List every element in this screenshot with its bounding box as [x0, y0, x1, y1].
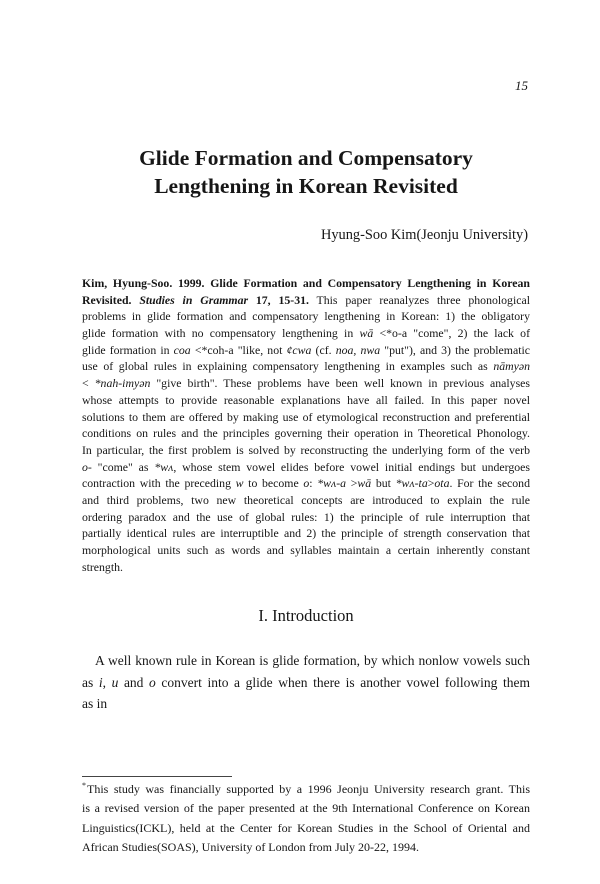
abstract-text: problems in glide formation and compensatory lengthening in Korean: 1) the obligatory	[82, 309, 530, 324]
abstract-line	[82, 475, 530, 492]
abstract-line	[82, 325, 530, 342]
citation-text: 17, 15-31.	[248, 292, 309, 307]
body-line	[82, 650, 530, 672]
section-heading: I. Introduction	[258, 606, 354, 625]
abstract-text: <*o-a "come", 2) the lack of	[373, 326, 530, 341]
journal-name: Studies in Grammar	[139, 292, 249, 307]
abstract-line	[82, 492, 530, 509]
abstract-line	[82, 292, 530, 309]
abstract-text: conditions on rules and the principles governing their operation in Theoretical Phonology.	[82, 426, 530, 441]
abstract-text: <	[82, 376, 95, 391]
abstract-line	[82, 425, 530, 442]
abstract-italic-term: coa	[173, 342, 191, 357]
abstract-text: glide formation in	[82, 342, 174, 357]
footnote	[82, 780, 530, 857]
abstract-line	[82, 542, 530, 559]
footnote-text: is a revised version of the paper presented at the 9th International Conference on Korean	[82, 801, 530, 816]
abstract-italic-term: wā	[357, 476, 372, 491]
abstract-line	[82, 509, 530, 526]
body-italic-term: o	[149, 674, 156, 690]
abstract-text: strength.	[82, 559, 123, 574]
abstract-line	[82, 409, 530, 426]
footnote-text: This study was financially supported by a 1996 Jeonju University research grant. This	[87, 782, 530, 796]
abstract-text: solutions to them are offered by making use of etymological reconstruction and preferential	[82, 409, 530, 424]
abstract-italic-term: w	[235, 476, 244, 491]
abstract-italic-term: *nah-imyən	[94, 376, 151, 391]
abstract-text: In particular, the first problem is solved by reconstructing the underlying form of the verb	[82, 442, 530, 457]
author-affiliation: Hyung-Soo Kim(Jeonju University)	[320, 227, 528, 243]
abstract-italic-term: *wʌ-ta	[395, 476, 428, 491]
abstract-line	[82, 392, 530, 409]
footnote-divider	[82, 776, 232, 777]
abstract-text: <*coh-a "like, not	[190, 342, 287, 357]
abstract-text: This paper reanalyzes three phonological	[308, 292, 530, 307]
abstract-text: :	[309, 476, 318, 491]
abstract-text: morphological units such as words and syllables maintain a certain inherently constant	[82, 543, 530, 557]
footnote-line	[82, 819, 530, 838]
abstract-italic-term: ¢cwa	[286, 342, 312, 357]
body-text: A well known rule in Korean is glide formation, by which nonlow vowels such	[95, 653, 530, 668]
abstract-line	[82, 358, 530, 375]
citation-text: Revisited.	[82, 292, 140, 307]
abstract-text: use of global rules in explaining compensatory lengthening in examples such as	[82, 359, 494, 374]
abstract-italic-term: *wʌ-a	[317, 476, 347, 491]
abstract-text: >	[346, 476, 358, 491]
abstract-line	[82, 559, 530, 576]
footnote-text: African Studies(SOAS), University of London from July 20-22, 1994.	[82, 839, 419, 854]
abstract-text: and third problems, two new theoretical concepts are introduced to explain the rule	[82, 492, 530, 507]
abstract-italic-term: nāmyən	[493, 359, 530, 374]
body-text: convert into a glide when there is another vowel following them	[155, 674, 531, 690]
abstract-text: whose attempts to provide reasonable explanations have all failed. In this paper novel	[82, 392, 530, 407]
paper-title	[82, 144, 530, 200]
abstract-text: but	[371, 476, 396, 491]
title-line: Lengthening in Korean Revisited	[154, 174, 458, 198]
abstract-text: "come" as	[91, 459, 155, 474]
abstract-text: "give birth". These problems have been well known in previous analyses	[150, 376, 531, 391]
abstract-line	[82, 459, 530, 476]
abstract-italic-term: o-	[82, 459, 92, 474]
abstract-italic-term: o	[303, 476, 310, 491]
footnote-line	[82, 799, 530, 818]
abstract-text: contraction with the preceding	[82, 476, 236, 491]
abstract-text: , whose stem vowel elides before vowel initial endings but undergoes	[173, 459, 531, 474]
body-text: and	[118, 674, 150, 690]
page-number: 15	[515, 78, 528, 93]
abstract-italic-term: wā	[359, 326, 374, 341]
footnote-line	[82, 838, 530, 857]
body-text: as in	[82, 696, 108, 711]
abstract-line	[82, 275, 530, 292]
body-italic-term: i	[98, 674, 103, 690]
abstract	[82, 275, 530, 575]
abstract-text: >	[427, 476, 435, 491]
abstract-line	[82, 342, 530, 359]
body-text: ,	[102, 674, 112, 690]
body-text: as	[82, 674, 99, 690]
body-line	[82, 672, 530, 694]
abstract-line	[82, 442, 530, 459]
body-italic-term: u	[111, 674, 119, 690]
abstract-text: ordering paradox and the use of global rules: 1) the principle of rule interruption that	[82, 509, 530, 524]
abstract-text: (cf.	[311, 342, 336, 357]
abstract-italic-term: ota	[434, 476, 450, 491]
abstract-text: glide formation with no compensatory lengthening in	[82, 326, 360, 341]
abstract-line	[82, 525, 530, 542]
abstract-line	[82, 375, 530, 392]
abstract-italic-term: noa, nwa	[335, 342, 381, 357]
footnote-marker: *	[82, 781, 86, 790]
footnote-line	[82, 780, 530, 799]
abstract-italic-term: *wʌ	[154, 459, 174, 474]
title-line: Glide Formation and Compensatory	[139, 146, 473, 170]
intro-paragraph	[82, 650, 530, 715]
abstract-text: to become	[243, 476, 304, 491]
abstract-text: "put"), and 3) the problematic	[380, 342, 530, 357]
abstract-text: . For the second	[449, 476, 530, 491]
citation-text: Kim, Hyung-Soo. 1999. Glide Formation and Compensatory Lengthening in Korean	[82, 276, 530, 290]
footnote-text: Linguistics(ICKL), held at the Center for Korean Studies in the School of Oriental and	[82, 820, 530, 835]
body-line	[82, 693, 530, 715]
abstract-text: partially identical rules are interruptible and 2) the principle of strength conservation that	[82, 526, 530, 541]
abstract-line	[82, 308, 530, 325]
